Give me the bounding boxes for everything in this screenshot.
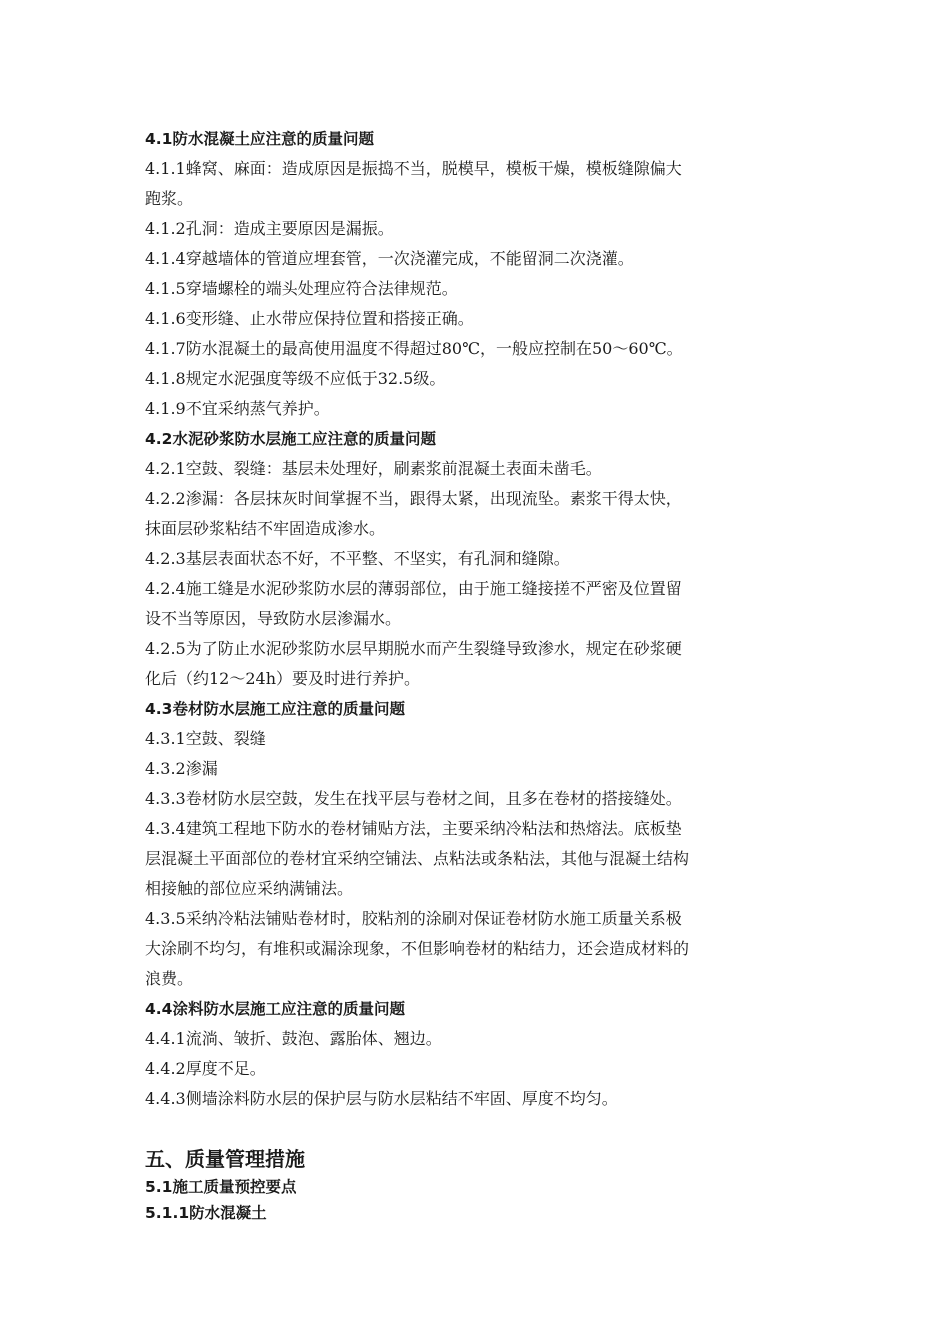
section-heading-4-4: 4.4涂料防水层施工应注意的质量问题 (145, 1000, 405, 1018)
paragraph-line: 4.2.4施工缝是水泥砂浆防水层的薄弱部位，由于施工缝接搓不严密及位置留 (145, 579, 682, 598)
paragraph-line: 4.3.5采纳冷粘法铺贴卷材时，胶粘剂的涂刷对保证卷材防水施工质量关系极 (145, 909, 682, 928)
paragraph-line: 4.1.5穿墙螺栓的端头处理应符合法律规范。 (145, 279, 458, 298)
section-spacer (145, 1114, 815, 1144)
paragraph-line: 化后（约12～24h）要及时进行养护。 (145, 669, 421, 688)
paragraph-line: 相接触的部位应采纳满铺法。 (145, 879, 354, 898)
subsection-heading-5-1: 5.1施工质量预控要点 (145, 1178, 297, 1196)
paragraph-line: 4.1.9不宜采纳蒸气养护。 (145, 399, 330, 418)
paragraph-line: 4.1.8规定水泥强度等级不应低于32.5级。 (145, 369, 446, 388)
paragraph-line: 4.1.4穿越墙体的管道应埋套管，一次浇灌完成，不能留洞二次浇灌。 (145, 249, 634, 268)
section-heading-4-1: 4.1防水混凝土应注意的质量问题 (145, 130, 374, 148)
paragraph-line: 设不当等原因，导致防水层渗漏水。 (145, 609, 402, 628)
paragraph-line: 4.3.1空鼓、裂缝 (145, 729, 266, 748)
paragraph-line: 4.1.1蜂窝、麻面：造成原因是振捣不当，脱模早，模板干燥，模板缝隙偏大 (145, 159, 682, 178)
paragraph-line: 4.2.5为了防止水泥砂浆防水层早期脱水而产生裂缝导致渗水，规定在砂浆硬 (145, 639, 682, 658)
paragraph-line: 4.3.2渗漏 (145, 759, 218, 778)
subsection-heading-5-1-1: 5.1.1防水混凝土 (145, 1204, 267, 1222)
paragraph-line: 4.2.1空鼓、裂缝：基层未处理好，刷素浆前混凝土表面未凿毛。 (145, 459, 602, 478)
section-heading-4-2: 4.2水泥砂浆防水层施工应注意的质量问题 (145, 430, 436, 448)
section-heading-4-3: 4.3卷材防水层施工应注意的质量问题 (145, 700, 405, 718)
paragraph-line: 4.4.1流淌、皱折、鼓泡、露胎体、翘边。 (145, 1029, 442, 1048)
paragraph-line: 4.1.7防水混凝土的最高使用温度不得超过80℃，一般应控制在50～60℃。 (145, 339, 683, 358)
paragraph-line: 跑浆。 (145, 189, 194, 208)
paragraph-line: 4.1.2孔洞：造成主要原因是漏振。 (145, 219, 394, 238)
paragraph-line: 大涂刷不均匀，有堆积或漏涂现象，不但影响卷材的粘结力，还会造成材料的 (145, 939, 690, 958)
chapter-heading-5: 五、质量管理措施 (145, 1147, 305, 1171)
paragraph-line: 4.2.3基层表面状态不好，不平整、不坚实，有孔洞和缝隙。 (145, 549, 570, 568)
paragraph-line: 4.4.3侧墙涂料防水层的保护层与防水层粘结不牢固、厚度不均匀。 (145, 1089, 618, 1108)
paragraph-line: 4.1.6变形缝、止水带应保持位置和搭接正确。 (145, 309, 474, 328)
paragraph-line: 抹面层砂浆粘结不牢固造成渗水。 (145, 519, 386, 538)
paragraph-line: 浪费。 (145, 969, 194, 988)
paragraph-line: 4.2.2渗漏：各层抹灰时间掌握不当，跟得太紧，出现流坠。素浆干得太快， (145, 489, 682, 508)
paragraph-line: 4.3.4建筑工程地下防水的卷材铺贴方法，主要采纳冷粘法和热熔法。底板垫 (145, 819, 682, 838)
page-content (145, 124, 815, 1226)
paragraph-line: 层混凝土平面部位的卷材宜采纳空铺法、点粘法或条粘法，其他与混凝土结构 (145, 849, 690, 868)
paragraph-line: 4.4.2厚度不足。 (145, 1059, 266, 1078)
paragraph-line: 4.3.3卷材防水层空鼓，发生在找平层与卷材之间，且多在卷材的搭接缝处。 (145, 789, 682, 808)
